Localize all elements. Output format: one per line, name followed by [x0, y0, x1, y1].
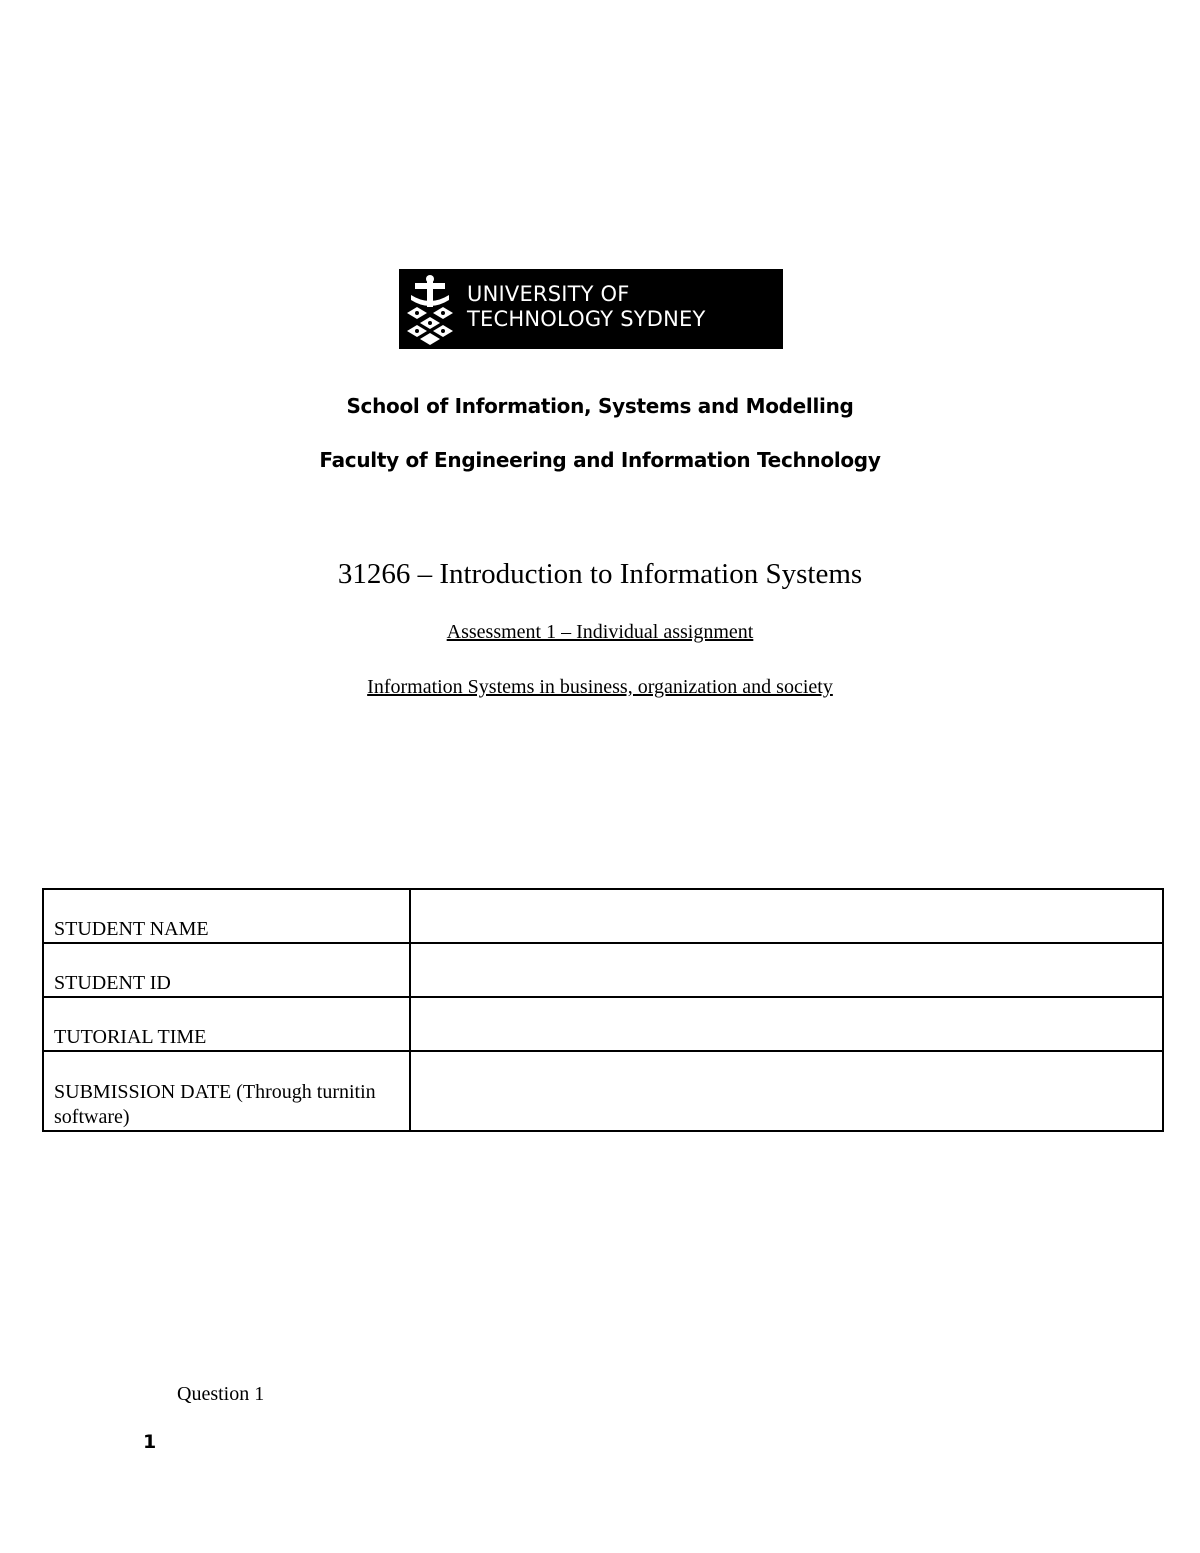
course-title: 31266 – Introduction to Information Systems — [337, 558, 863, 590]
logo-line-1: UNIVERSITY OF — [467, 282, 630, 306]
table-row — [43, 943, 1163, 997]
student-id-field[interactable] — [410, 943, 1163, 997]
tutorial-time-label: TUTORIAL TIME — [43, 997, 410, 1051]
student-name-field[interactable] — [410, 889, 1163, 943]
submission-date-field[interactable] — [410, 1051, 1163, 1131]
table-row — [43, 889, 1163, 943]
table-row — [43, 1051, 1163, 1131]
table-row — [43, 997, 1163, 1051]
student-name-label: STUDENT NAME — [43, 889, 410, 943]
assessment-subtitle: Assessment 1 – Individual assignment — [446, 621, 754, 643]
question-heading: Question 1 — [177, 1383, 265, 1405]
faculty-heading: Faculty of Engineering and Information Technology — [319, 448, 881, 472]
topic-subtitle: Information Systems in business, organization and society — [367, 676, 833, 698]
logo-line-2: TECHNOLOGY SYDNEY — [467, 307, 706, 331]
page-number: 1 — [143, 1431, 157, 1453]
logo-wordmark — [467, 282, 706, 332]
tutorial-time-field[interactable] — [410, 997, 1163, 1051]
university-logo — [399, 269, 783, 349]
student-id-label: STUDENT ID — [43, 943, 410, 997]
student-info-table — [42, 888, 1164, 1132]
school-heading: School of Information, Systems and Modelling — [346, 394, 854, 418]
uts-emblem-icon — [403, 273, 457, 345]
submission-date-label: SUBMISSION DATE (Through turnitin software) — [43, 1051, 410, 1131]
